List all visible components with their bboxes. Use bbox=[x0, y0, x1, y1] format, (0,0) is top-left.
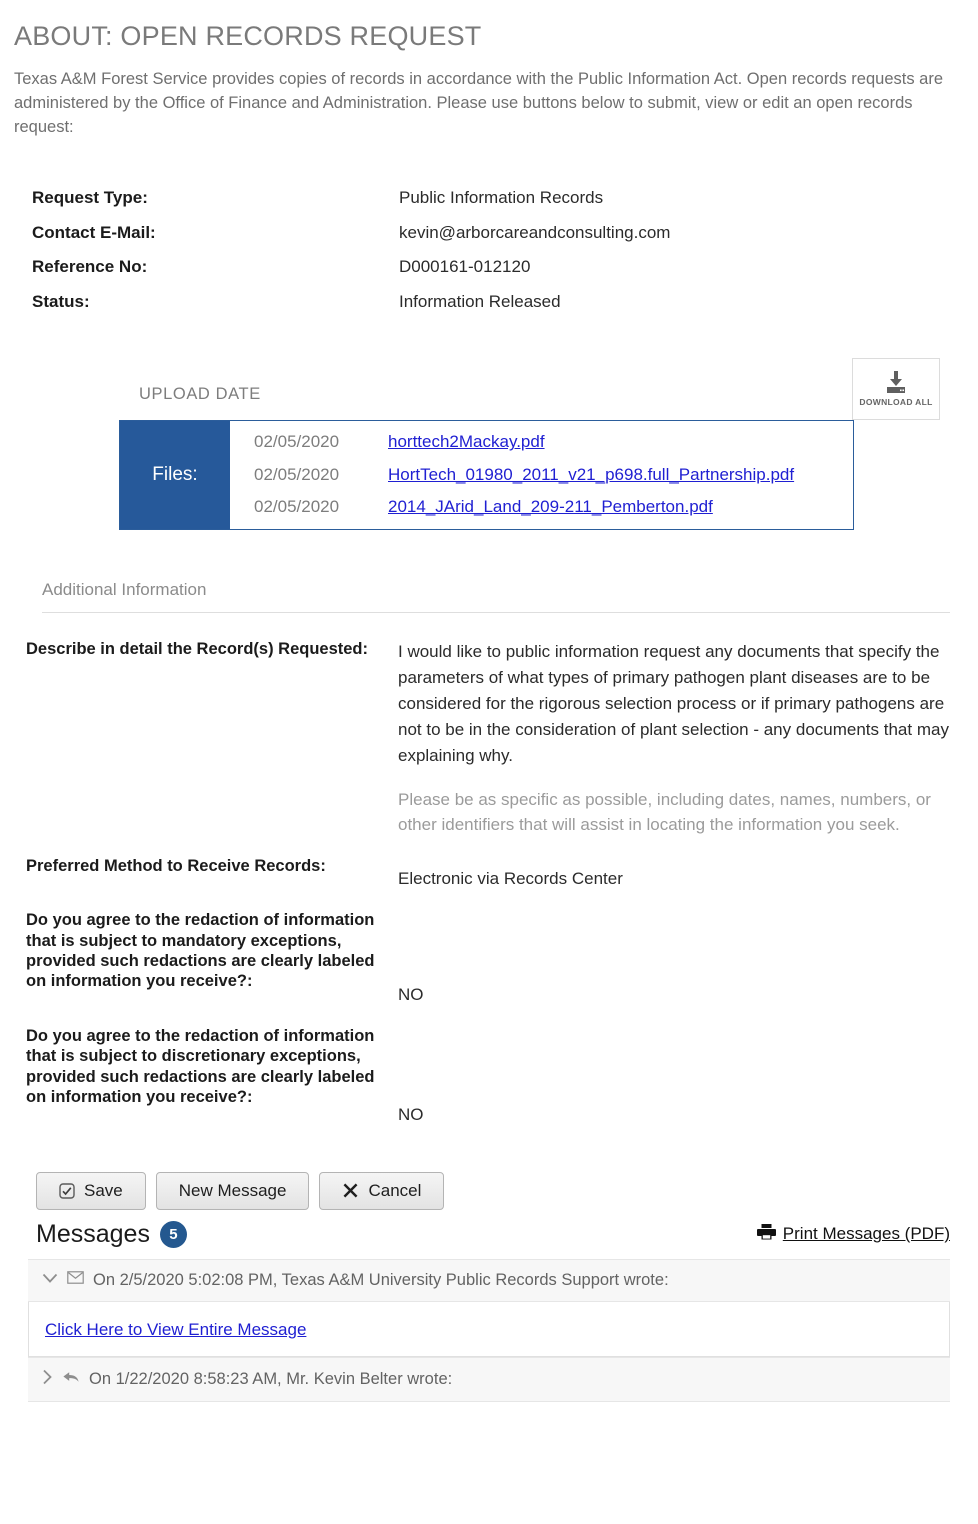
mandatory-redaction-value: NO bbox=[398, 985, 424, 1005]
field-preferred-method bbox=[26, 856, 964, 892]
field-value-group bbox=[398, 639, 950, 838]
status-value: Information Released bbox=[399, 291, 561, 311]
message-summary-text: On 2/5/2020 5:02:08 PM, Texas A&M University Public Records Support wrote: bbox=[93, 1270, 669, 1289]
divider bbox=[42, 612, 950, 613]
summary-label: Status: bbox=[32, 291, 90, 311]
open-records-request-page bbox=[0, 22, 978, 1524]
describe-records-hint: Please be as specific as possible, including dates, names, numbers, or other identifiers that will assist in locating the information you seek. bbox=[398, 789, 931, 835]
files-table-header bbox=[14, 358, 964, 420]
upload-date-column-header: UPLOAD DATE bbox=[139, 385, 261, 404]
save-button-label: Save bbox=[84, 1180, 123, 1200]
page-title: ABOUT: OPEN RECORDS REQUEST bbox=[14, 21, 482, 51]
view-entire-message-link[interactable]: Click Here to View Entire Message bbox=[45, 1319, 307, 1339]
request-summary bbox=[32, 185, 964, 314]
cancel-button-label: Cancel bbox=[368, 1180, 422, 1200]
table-row bbox=[230, 491, 853, 523]
message-header-expanded[interactable] bbox=[28, 1259, 950, 1302]
summary-label: Reference No: bbox=[32, 257, 148, 277]
table-row bbox=[230, 459, 853, 491]
message-summary-text: On 1/22/2020 8:58:23 AM, Mr. Kevin Belter wrote: bbox=[89, 1369, 453, 1388]
summary-value: Public Information Records bbox=[399, 188, 604, 208]
download-icon bbox=[884, 371, 908, 394]
download-all-label: DOWNLOAD ALL bbox=[859, 397, 933, 408]
print-messages-link[interactable] bbox=[757, 1223, 950, 1245]
files-rows bbox=[230, 421, 853, 529]
additional-information-title: Additional Information bbox=[42, 580, 207, 600]
message-body bbox=[28, 1302, 950, 1357]
summary-row-request-type bbox=[32, 185, 964, 211]
describe-records-value: I would like to public information request any documents that specify the parameters of what types of primary pathogen plant diseases are to be considered for the rigorous selection process or if primary pathogens are not to be in the consideration of plant selection - any documents that may explaining why. bbox=[398, 642, 949, 765]
file-link[interactable]: horttech2Mackay.pdf bbox=[388, 432, 545, 452]
table-row bbox=[230, 426, 853, 458]
additional-information-fields bbox=[26, 639, 964, 1127]
new-message-button[interactable] bbox=[156, 1172, 310, 1210]
reply-arrow-icon bbox=[62, 1370, 80, 1389]
messages-header-bar bbox=[36, 1220, 950, 1249]
summary-label: Request Type: bbox=[32, 188, 148, 208]
additional-information-section bbox=[14, 580, 964, 1127]
field-label: Do you agree to the redaction of information that is subject to mandatory exceptions, provided such redactions are clearly labeled on information you receive?: bbox=[26, 911, 375, 991]
print-messages-label: Print Messages (PDF) bbox=[782, 1224, 950, 1244]
discretionary-redaction-value: NO bbox=[398, 1104, 424, 1124]
file-link[interactable]: HortTech_01980_2011_v21_p698.full_Partnership.pdf bbox=[388, 464, 795, 484]
messages-title: Messages bbox=[36, 1219, 150, 1248]
chevron-right-icon bbox=[42, 1369, 53, 1390]
checkbox-check-icon bbox=[59, 1183, 75, 1199]
summary-value: D000161-012120 bbox=[399, 257, 531, 277]
summary-label: Contact E-Mail: bbox=[32, 222, 156, 242]
field-label: Preferred Method to Receive Records: bbox=[26, 857, 326, 876]
field-label: Do you agree to the redaction of information that is subject to discretionary exceptions, provided such redactions are clearly labeled on information you receive?: bbox=[26, 1026, 375, 1107]
files-table bbox=[119, 420, 854, 530]
field-discretionary-redaction bbox=[26, 1026, 964, 1128]
summary-row-status bbox=[32, 289, 964, 315]
files-row-label: Files: bbox=[120, 421, 230, 529]
summary-row-contact-email bbox=[32, 220, 964, 246]
files-section bbox=[14, 358, 964, 530]
save-button[interactable] bbox=[36, 1172, 146, 1210]
field-describe-records bbox=[26, 639, 964, 838]
file-upload-date: 02/05/2020 bbox=[254, 432, 340, 452]
message-header-collapsed[interactable] bbox=[28, 1357, 950, 1402]
message-thread-2 bbox=[28, 1357, 950, 1402]
file-upload-date: 02/05/2020 bbox=[254, 464, 340, 484]
preferred-method-value: Electronic via Records Center bbox=[398, 869, 623, 889]
message-thread-1 bbox=[28, 1259, 950, 1357]
messages-title-group bbox=[36, 1220, 187, 1249]
download-all-button[interactable] bbox=[852, 358, 940, 420]
envelope-icon bbox=[67, 1271, 84, 1289]
field-mandatory-redaction bbox=[26, 910, 964, 1008]
field-label: Describe in detail the Record(s) Requested: bbox=[26, 640, 368, 659]
file-upload-date: 02/05/2020 bbox=[254, 497, 340, 517]
messages-list bbox=[28, 1259, 950, 1402]
file-link[interactable]: 2014_JArid_Land_209-211_Pemberton.pdf bbox=[388, 497, 713, 517]
summary-value: kevin@arborcareandconsulting.com bbox=[399, 222, 671, 242]
action-button-bar bbox=[36, 1172, 964, 1210]
summary-row-reference-no bbox=[32, 254, 964, 280]
messages-count-badge: 5 bbox=[160, 1221, 187, 1248]
chevron-down-icon bbox=[42, 1271, 58, 1289]
new-message-button-label: New Message bbox=[178, 1180, 287, 1200]
page-intro-text: Texas A&M Forest Service provides copies of records in accordance with the Public Information Act. Open records requests are administered by the Office of Finance and Administration. Please use buttons below to submit, view or edit an open records request: bbox=[14, 69, 944, 136]
close-x-icon bbox=[342, 1182, 359, 1199]
cancel-button[interactable] bbox=[319, 1172, 444, 1210]
printer-icon bbox=[757, 1223, 776, 1245]
